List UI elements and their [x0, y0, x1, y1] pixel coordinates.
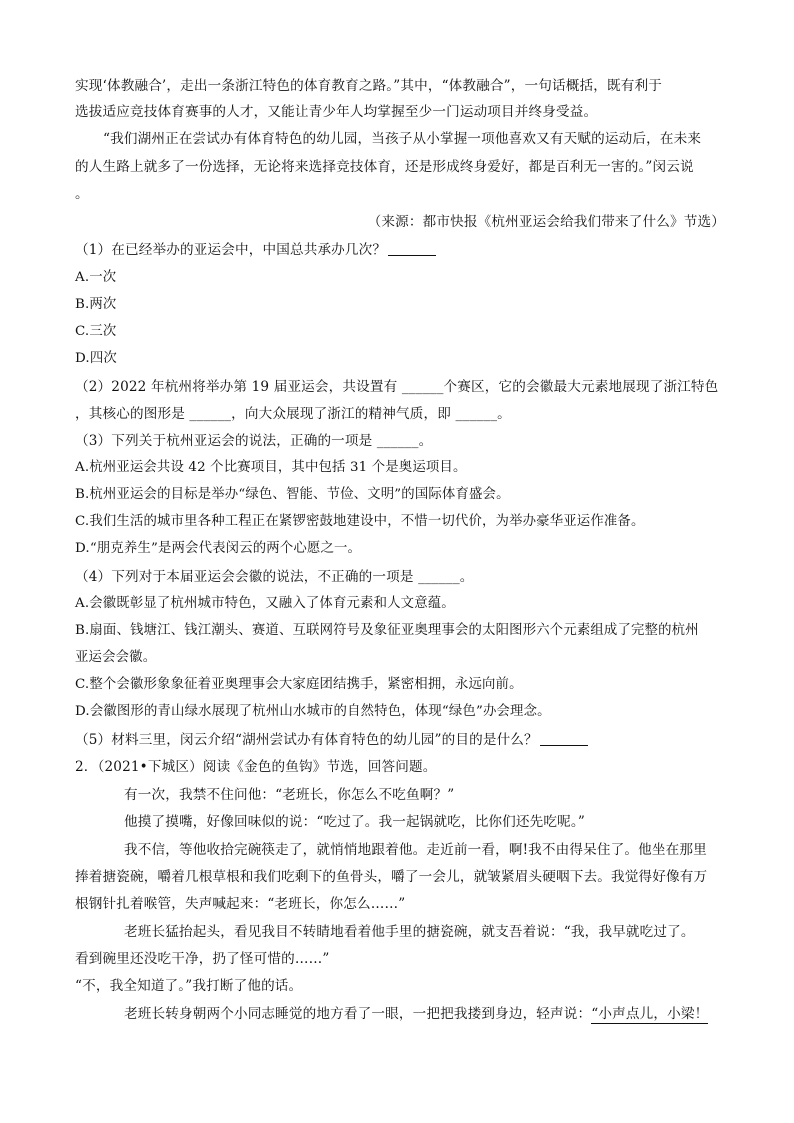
source-citation: （来源：都市快报《杭州亚运会给我们带来了什么》节选）	[367, 214, 725, 230]
story-line: 有一次，我禁不住问他：“老班长，你怎么不吃鱼啊？”	[124, 787, 455, 803]
answer-blank	[540, 731, 588, 746]
story-line: “不，我全知道了。”我打断了他的话。	[75, 978, 303, 994]
question-2: （2）2022 年杭州将举办第 19 届亚运会，共设置有 ______个赛区，它的会徽最大元素地展现了浙江特色	[75, 379, 719, 395]
option-c: C.我们生活的城市里各种工程正在紧锣密鼓地建设中，不惜一切代价，为举办豪华亚运作准备。	[75, 514, 645, 529]
option-c: C.整个会徽形象象征着亚奥理事会大家庭团结携手，紧密相拥，永远向前。	[75, 677, 523, 692]
option-d: D.“朋克养生”是两会代表闵云的两个心愿之一。	[75, 541, 362, 556]
option-a: A.一次	[75, 270, 117, 285]
text-line: 实现‘体教融合’，走出一条浙江特色的体育教育之路。”其中，“体教融合”，一句话概括，既有利于	[75, 78, 662, 94]
question-1-text: （1）在已经举办的亚运会中，中国总共承办几次？	[75, 242, 387, 258]
question-3: （3）下列关于杭州亚运会的说法，正确的一项是 ______。	[75, 433, 433, 449]
option-d: D.会徽图形的青山绿水展现了杭州山水城市的自然特色，体现“绿色”办会理念。	[75, 704, 551, 719]
text-line: 选拔适应竞技体育赛事的人才，又能让青少年人均掌握至少一门运动项目并终身受益。	[75, 104, 598, 120]
question-2-cont: ，其核心的图形是 ______，向大众展现了浙江的精神气质，即 ______。	[75, 406, 511, 422]
option-b-cont: 亚运会会徽。	[75, 650, 157, 665]
option-b: B.两次	[75, 297, 117, 312]
answer-blank	[388, 241, 436, 256]
text-line: 的人生路上就多了一份选择，无论将来选择竞技体育，还是形成终身爱好，都是百利无一害的。”闵云说	[75, 159, 694, 175]
story-line: 他摸了摸嘴，好像回味似的说：“吃过了。我一起锅就吃，比你们还先吃呢。”	[124, 814, 585, 830]
question-5-text: （5）材料三里，闵云介绍“湖州尝试办有体育特色的幼儿园”的目的是什么？	[75, 732, 538, 748]
story-line: 根钢针扎着喉管，失声喊起来：“老班长，你怎么……”	[75, 896, 406, 912]
text-line: 。	[75, 186, 89, 202]
story-line	[124, 1004, 774, 1024]
story-line: 看到碗里还没吃干净，扔了怪可惜的……”	[75, 951, 330, 967]
story-line: 我不信，等他收拾完碗筷走了，就悄悄地跟着他。走近前一看，啊!我不由得呆住了。他坐在那里	[124, 842, 707, 858]
question-5	[75, 730, 725, 750]
question-1	[75, 240, 725, 260]
option-c: C.三次	[75, 324, 117, 339]
option-a: A.杭州亚运会共设 42 个比赛项目，其中包括 31 个是奥运项目。	[75, 460, 467, 475]
text-line: “我们湖州正在尝试办有体育特色的幼儿园，当孩子从小掌握一项他喜欢又有天赋的运动后，在未来	[103, 131, 702, 147]
story-line: 捧着搪瓷碗，嚼着几根草根和我们吃剩下的鱼骨头，嚼了一会儿，就皱紧眉头硬咽下去。我觉得好像有万	[75, 869, 708, 885]
option-d: D.四次	[75, 351, 117, 366]
story-text: 老班长转身朝两个小同志睡觉的地方看了一眼，一把把我搂到身边，轻声说：	[124, 1006, 592, 1022]
section-2-heading: 2．（2021•下城区）阅读《金色的鱼钩》节选，回答问题。	[75, 759, 437, 775]
underlined-quote: “小声点儿，小梁！	[591, 1006, 709, 1022]
option-b: B.杭州亚运会的目标是举办“绿色、智能、节俭、文明”的国际体育盛会。	[75, 487, 510, 502]
option-a: A.会徽既彰显了杭州城市特色，又融入了体育元素和人文意蕴。	[75, 596, 455, 611]
story-line: 老班长猛抬起头，看见我目不转睛地看着他手里的搪瓷碗，就支吾着说：“我，我早就吃过了。	[124, 924, 695, 940]
question-4: （4）下列对于本届亚运会会徽的说法，不正确的一项是 ______。	[75, 569, 474, 585]
option-b: B.扇面、钱塘江、钱江潮头、赛道、互联网符号及象征亚奥理事会的太阳图形六个元素组成了完整的杭州	[75, 623, 699, 638]
